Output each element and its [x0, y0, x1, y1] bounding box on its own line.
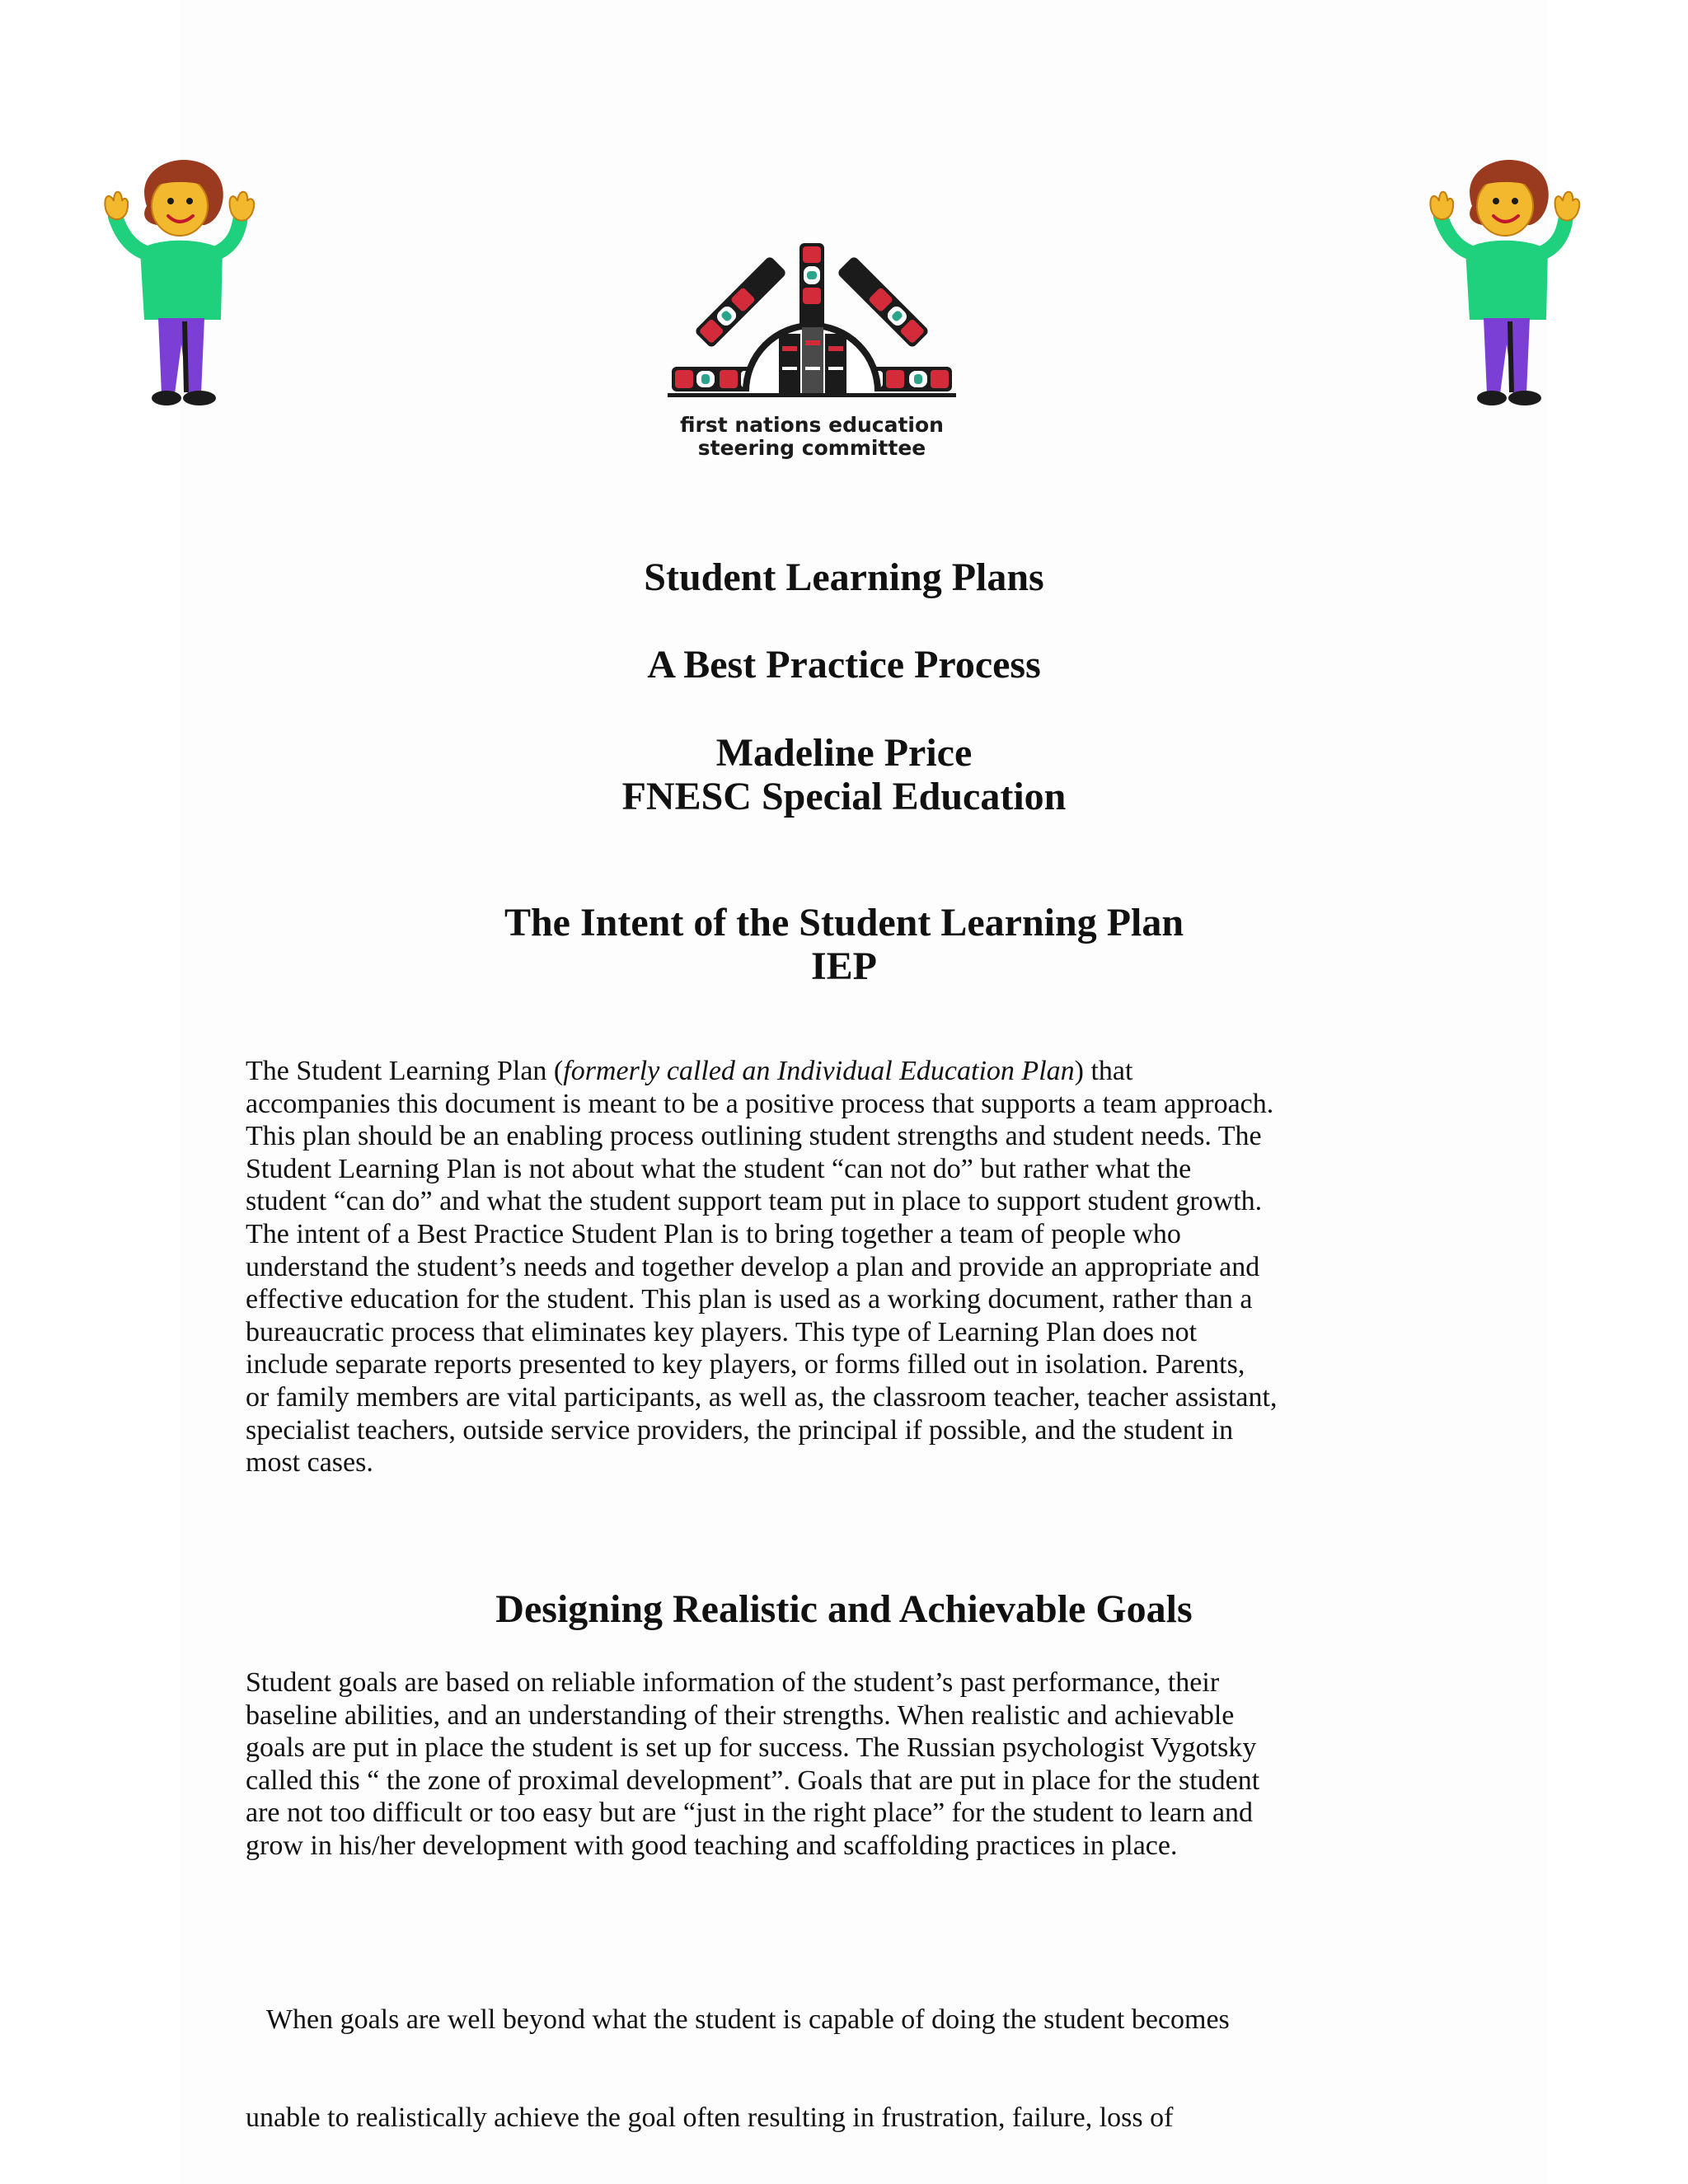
logo-text-line2: steering committee	[697, 436, 926, 460]
paragraph-line: or family members are vital participants, as well as, the classroom teacher, teacher assistant,	[246, 1381, 1278, 1413]
paragraph-line: student “can do” and what the student support team put in place to support student growth.	[246, 1186, 1263, 1217]
paragraph-line: specialist teachers, outside service providers, the principal if possible, and the student in	[246, 1414, 1234, 1446]
section-heading-intent: The Intent of the Student Learning Plan	[504, 901, 1184, 944]
paragraph-line: bureaucratic process that eliminates key players. This type of Learning Plan does not	[246, 1316, 1198, 1347]
fnesc-logo	[655, 235, 968, 474]
paragraph-line: most cases.	[246, 1447, 373, 1479]
section-heading-iep: IEP	[810, 944, 877, 988]
paragraph-line: goals are put in place the student is set up for success. The Russian psychologist Vygotsky	[246, 1732, 1257, 1764]
paragraph-line: include separate reports presented to key players, or forms filled out in isolation. Parents,	[246, 1349, 1245, 1380]
paragraph-line: Student Learning Plan is not about what the student “can not do” but rather what the	[246, 1153, 1192, 1184]
paragraph-line: Student goals are based on reliable information of the student’s past performance, their	[246, 1667, 1220, 1698]
fnesc-logo-emblem	[655, 235, 968, 408]
section-heading-goals: Designing Realistic and Achievable Goals	[495, 1587, 1193, 1631]
logo-text-line1: first nations education	[680, 413, 944, 437]
paragraph-line: grow in his/her development with good teaching and scaffolding practices in place.	[246, 1830, 1178, 1861]
paragraph-line: are not too difficult or too easy but are “just in the right place” for the student to learn and	[246, 1797, 1254, 1829]
goals-paragraph-1	[246, 1666, 1449, 1863]
goals-paragraph-2	[246, 1938, 1449, 2167]
paragraph-line: effective education for the student. This plan is used as a working document, rather than a	[246, 1284, 1253, 1315]
paragraph-line: When goals are well beyond what the student is capable of doing the student becomes	[246, 2004, 1230, 2036]
paragraph-line: The intent of a Best Practice Student Plan is to bring together a team of people who	[246, 1218, 1181, 1249]
document-subtitle: A Best Practice Process	[647, 643, 1041, 687]
organization-name: FNESC Special Education	[621, 775, 1067, 818]
cartoon-child-illustration-left	[99, 147, 264, 419]
intent-paragraph	[246, 1055, 1449, 1479]
paragraph-line: accompanies this document is meant to be a positive process that supports a team approach.	[246, 1088, 1274, 1119]
author-name: Madeline Price	[715, 731, 973, 775]
paragraph-line: called this “ the zone of proximal development”. Goals that are put in place for the student	[246, 1765, 1260, 1796]
paragraph-line: unable to realistically achieve the goal often resulting in frustration, failure, loss of	[246, 2102, 1174, 2133]
italic-note: formerly called an Individual Education Plan	[563, 1056, 1075, 1086]
cartoon-child-illustration-right	[1424, 147, 1589, 419]
document-title: Student Learning Plans	[644, 555, 1044, 599]
paragraph-line: The Student Learning Plan (formerly called an Individual Education Plan) that	[246, 1056, 1133, 1086]
paragraph-line: baseline abilities, and an understanding of their strengths. When realistic and achievable	[246, 1699, 1235, 1731]
paragraph-line: This plan should be an enabling process outlining student strengths and student needs. The	[246, 1121, 1262, 1152]
paragraph-line: understand the student’s needs and together develop a plan and provide an appropriate and	[246, 1251, 1260, 1282]
